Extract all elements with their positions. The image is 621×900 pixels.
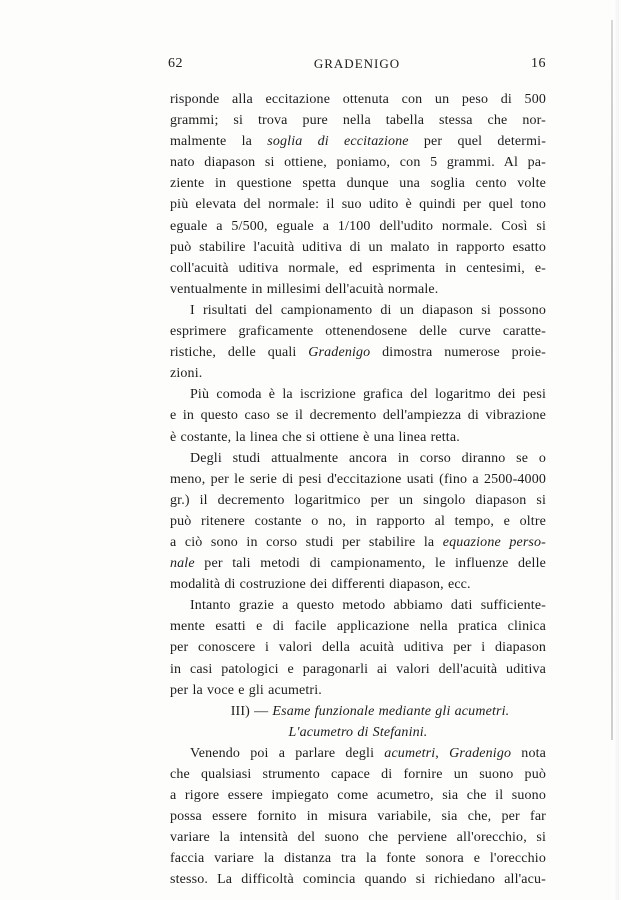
text-line (170, 490, 546, 511)
text-segment: può stabilire l'acuità uditiva di un malato in rapporto esatto (170, 239, 546, 255)
text-line (170, 173, 546, 194)
text-segment: a rigore essere impiegato come acumetro, sia che il suono (170, 788, 546, 804)
text-segment: Più comoda è la iscrizione grafica del logaritmo dei pesi (190, 387, 546, 403)
text-segment: in casi patologici e paragonarli ai valori dell'acuità uditiva (170, 661, 546, 677)
text-segment: può ritenere costante o no, in rapporto al tempo, e oltre (170, 513, 546, 529)
italic-text: acumetri (384, 745, 436, 761)
text-line (170, 764, 546, 785)
text-line (170, 110, 546, 131)
body-text (170, 89, 546, 891)
italic-text: L'acumetro di Stefanini. (288, 724, 428, 740)
text-segment: ristiche, delle quali (170, 345, 309, 361)
text-line (170, 216, 546, 237)
section-number: 16 (531, 56, 546, 71)
page-header (168, 56, 546, 80)
italic-text: Gradenigo (308, 345, 371, 361)
italic-text: Gradenigo (449, 745, 512, 761)
text-segment: e in questo caso se il decremento dell'ampiezza di vibrazione (170, 408, 546, 424)
text-segment: modalità di costruzione dei differenti diapason, ecc. (170, 577, 471, 593)
text-segment: Degli studi attualmente ancora in corso diranno se o (190, 450, 546, 466)
text-segment: a ciò sono in corso studi per stabilire la (170, 534, 443, 550)
text-line (170, 553, 546, 574)
text-segment: esprimere graficamente ottenendosene delle curve caratte- (170, 324, 546, 340)
text-line (170, 637, 546, 658)
text-line (170, 595, 546, 616)
text-segment: più elevata del normale: il suo udito è quindi per quel tono (170, 197, 546, 213)
text-line (170, 321, 546, 342)
text-line (170, 574, 546, 595)
text-line (170, 427, 546, 448)
text-line (170, 680, 546, 701)
text-line (170, 405, 546, 426)
running-title: GRADENIGO (313, 56, 401, 71)
text-line (170, 511, 546, 532)
text-line (170, 89, 546, 110)
text-segment: III) — (230, 703, 273, 719)
text-segment: I risultati del campionamento di un diapason si possono (190, 302, 546, 318)
text-line (170, 300, 546, 321)
text-line (170, 743, 546, 764)
text-segment: mente esatti e di facile applicazione nella pratica clinica (170, 619, 546, 635)
paragraph (170, 595, 546, 700)
text-line (170, 384, 546, 405)
text-segment: per quel determi- (408, 134, 546, 150)
text-segment: coll'acuità uditiva normale, ed esprimenta in centesimi, e- (170, 260, 546, 276)
paragraph (170, 89, 546, 300)
text-line (170, 448, 546, 469)
text-segment: eguale a 5/500, eguale a 1/100 dell'udito normale. Così si (170, 218, 546, 234)
text-segment: faccia variare la distanza tra la fonte sonora e l'orecchio (170, 851, 546, 867)
text-line (170, 342, 546, 363)
text-segment: è costante, la linea che si ottiene è una linea retta. (170, 429, 460, 445)
text-segment: Venendo poi a parlare degli (190, 745, 385, 761)
text-segment: , (435, 745, 450, 761)
text-segment: stesso. La difficoltà comincia quando si richiedano all'acu- (170, 872, 546, 888)
text-segment: per la voce e gli acumetri. (170, 682, 322, 698)
paragraph (170, 448, 546, 596)
paragraph (170, 743, 546, 891)
page-number: 62 (168, 56, 183, 71)
text-segment: dimostra numerose proie- (370, 345, 546, 361)
text-line (170, 279, 546, 300)
text-line (170, 131, 546, 152)
page-edge-shadow (613, 0, 619, 900)
text-line (170, 827, 546, 848)
text-segment: ziente in questione spetta dunque una soglia cento volte (170, 176, 546, 192)
text-segment: per tali metodi di campionamento, le influenze delle (194, 556, 546, 572)
text-segment: nato diapason si ottiene, poniamo, con 5 grammi. Al pa- (170, 155, 546, 171)
text-line (170, 722, 546, 743)
text-line (170, 258, 546, 279)
paragraph (170, 384, 546, 447)
text-line (170, 701, 546, 722)
text-segment: che qualsiasi strumento capace di fornire un suono può (170, 767, 546, 782)
text-segment: risponde alla eccitazione ottenuta con un peso di 500 (170, 92, 546, 107)
text-segment: nota (511, 745, 547, 761)
section-heading (170, 701, 546, 743)
italic-text: equazione perso- (442, 534, 546, 550)
page-edge-line (611, 20, 613, 740)
text-segment: grammi; si trova pure nella tabella stessa che nor- (170, 113, 546, 129)
text-line (170, 237, 546, 258)
paragraph (170, 300, 546, 384)
text-line (170, 363, 546, 384)
text-segment: zioni. (170, 366, 203, 382)
text-segment: Intanto grazie a questo metodo abbiamo dati sufficiente- (190, 598, 546, 614)
text-segment: malmente la (170, 134, 268, 150)
text-segment: variare la intensità del suono che perviene all'orecchio, si (170, 830, 546, 846)
text-line (170, 869, 546, 890)
text-segment: per conoscere i valori della acuità uditiva per i diapason (170, 640, 546, 656)
text-line (170, 532, 546, 553)
text-segment: possa essere fornito in misura variabile, sia che, per far (170, 809, 546, 825)
italic-text: soglia di eccitazione (267, 134, 409, 150)
text-segment: gr.) il decremento logaritmico per un singolo diapason si (170, 492, 546, 508)
text-line (170, 616, 546, 637)
text-line (170, 152, 546, 173)
text-line (170, 659, 546, 680)
italic-text: nale (170, 556, 195, 572)
italic-text: Esame funzionale mediante gli acumetri. (272, 703, 510, 719)
text-line (170, 194, 546, 215)
text-line (170, 785, 546, 806)
text-line (170, 806, 546, 827)
text-segment: ventualmente in millesimi dell'acuità normale. (170, 281, 439, 297)
text-segment: meno, per le serie di pesi d'eccitazione usati (fino a 2500-4000 (170, 471, 546, 487)
text-line (170, 848, 546, 869)
text-line (170, 469, 546, 490)
